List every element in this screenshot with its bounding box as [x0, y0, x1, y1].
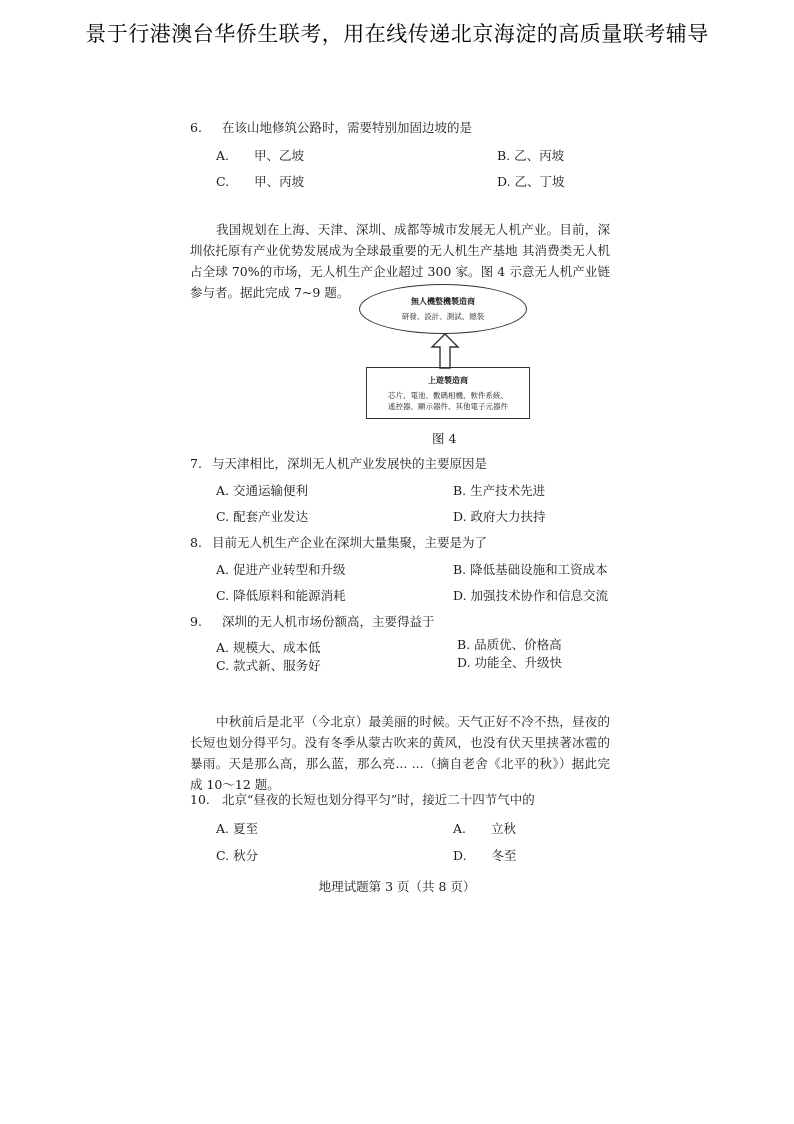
- q8-option-c: C. 降低原料和能源消耗: [216, 588, 346, 603]
- drone-manufacturer-tasks: 研發、設計、測試、總裝: [401, 312, 485, 321]
- q8-option-a: A. 促进产业转型和升级: [216, 562, 346, 577]
- upstream-supplier-components: [367, 390, 529, 412]
- q8-option-b: B. 降低基础设施和工资成本: [453, 562, 608, 577]
- q7-option-d: D. 政府大力扶持: [453, 509, 546, 524]
- q9-option-c: C. 款式新、服务好: [216, 658, 321, 673]
- q7-option-b: B. 生产技术先进: [453, 483, 546, 498]
- q10-option-a: A. 夏至: [216, 821, 258, 836]
- question-text: 在该山地修筑公路时，需要特别加固边坡的是: [222, 120, 473, 135]
- passage-drone-industry: 我国规划在上海、天津、深圳、成都等城市发展无人机产业。目前，深圳依托原有产业优势发展成为全球最重要的无人机生产基地 其消费类无人机占全球 70%的市场，无人机生产企业超过 300 家。图 4 示意无人机产业链参与者。据此完成 7~9 题。: [190, 222, 610, 300]
- q7-option-c: C. 配套产业发达: [216, 509, 309, 524]
- question-9-stem: [190, 616, 435, 629]
- page-footer: 地理试题第 3 页（共 8 页）: [318, 879, 476, 894]
- question-number: 7.: [190, 456, 202, 471]
- q7-option-a: A. 交通运输便利: [216, 483, 308, 498]
- upstream-components-line2: 遙控器、顯示器件、其他電子元器件: [388, 402, 508, 411]
- question-text: 与天津相比，深圳无人机产业发展快的主要原因是: [212, 456, 488, 471]
- q6-option-b: B. 乙、丙坡: [497, 148, 565, 163]
- figure-drone-manufacturer-ellipse: [359, 284, 527, 334]
- q9-option-b: B. 品质优、价格高: [457, 637, 562, 652]
- figure-caption: 图 4: [432, 431, 457, 446]
- question-text: 北京“昼夜的长短也划分得平匀”时，接近二十四节气中的: [222, 792, 535, 807]
- q6-option-d: D. 乙、丁坡: [497, 174, 565, 189]
- q9-option-a: A. 规模大、成本低: [216, 640, 321, 655]
- drone-manufacturer-title: 無人機整機製造商: [411, 296, 475, 306]
- question-8-stem: [190, 537, 487, 550]
- upstream-components-line1: 芯片、電池、數碼相機、軟件系統、: [388, 391, 508, 400]
- q10-option-c: C. 秋分: [216, 848, 259, 863]
- question-number: 8.: [190, 535, 202, 550]
- question-text: 深圳的无人机市场份额高，主要得益于: [222, 614, 435, 629]
- q8-option-d: D. 加强技术协作和信息交流: [453, 588, 609, 603]
- passage-beiping-autumn: 中秋前后是北平（今北京）最美丽的时候。天气正好不冷不热，昼夜的长短也划分得平匀。没有冬季从蒙古吹来的黄风，也没有伏天里挟著冰雹的暴雨。天是那么高，那么蓝，那么亮... ...（摘自老舍《北平的秋》）据此完成 10～12 题。: [190, 714, 610, 792]
- up-arrow-icon: [430, 333, 460, 369]
- question-10-stem: [190, 794, 535, 807]
- question-7-stem: [190, 458, 487, 471]
- question-number: 9.: [190, 614, 202, 629]
- question-number: 10.: [190, 792, 210, 807]
- page-header-banner: 景于行港澳台华侨生联考，用在线传递北京海淀的高质量联考辅导: [85, 22, 709, 46]
- q6-option-c: C. 甲、丙坡: [216, 174, 305, 189]
- question-text: 目前无人机生产企业在深圳大量集聚，主要是为了: [212, 535, 488, 550]
- q10-option-b: A. 立秋: [453, 821, 517, 836]
- q9-option-d: D. 功能全、升级快: [457, 655, 563, 670]
- figure-upstream-supplier-box: [366, 367, 530, 419]
- q10-option-d: D. 冬至: [453, 848, 517, 863]
- q6-option-a: A. 甲、乙坡: [216, 148, 305, 163]
- question-6-stem: [190, 122, 472, 135]
- upstream-supplier-title: 上遊製造商: [428, 375, 468, 385]
- question-number: 6.: [190, 120, 202, 135]
